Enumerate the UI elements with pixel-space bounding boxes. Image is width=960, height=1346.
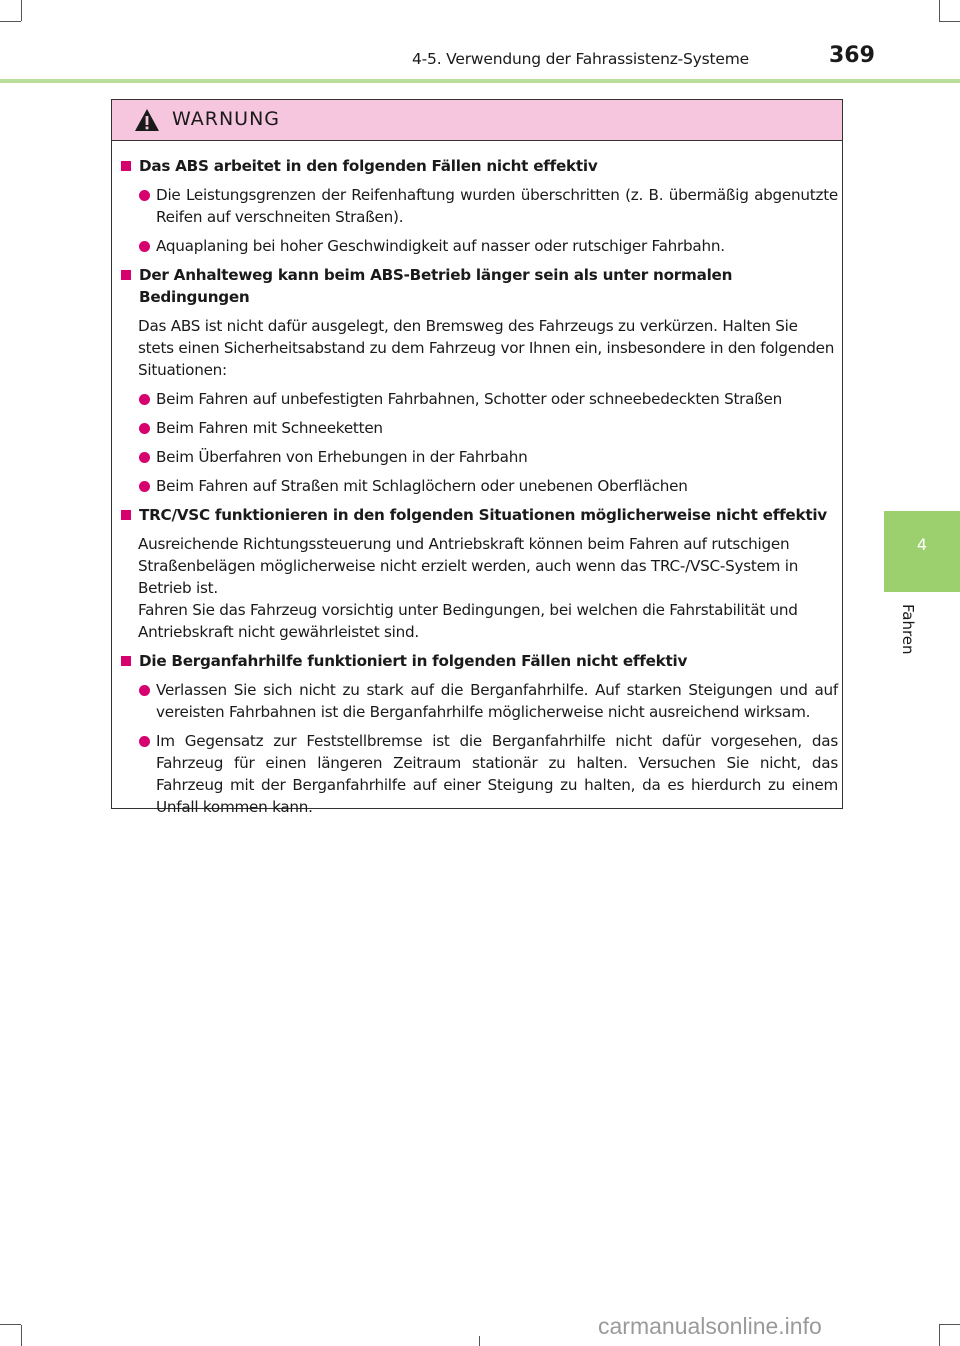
warning-header [112, 100, 842, 141]
dot-bullet-icon [139, 394, 150, 405]
chapter-tab[interactable] [884, 511, 960, 592]
header-section-title: 4-5. Verwendung der Fahrassistenz-Systeme [412, 50, 749, 68]
crop-mark [939, 1324, 960, 1325]
dot-bullet-icon [139, 241, 150, 252]
section-heading: Die Berganfahrhilfe funktioniert in folgenden Fällen nicht effektiv [120, 650, 838, 672]
list-item: Beim Fahren auf Straßen mit Schlaglöchern oder unebenen Oberflächen [120, 475, 838, 497]
dot-bullet-icon [139, 190, 150, 201]
section-heading: Das ABS arbeitet in den folgenden Fällen nicht effektiv [120, 155, 838, 177]
dot-bullet-icon [139, 481, 150, 492]
dot-bullet-icon [139, 685, 150, 696]
warning-section-hill-start-assist [120, 650, 838, 818]
list-item: Beim Fahren auf unbefestigten Fahrbahnen, Schotter oder schneebedeckten Straßen [120, 388, 838, 410]
list-item: Im Gegensatz zur Feststellbremse ist die Berganfahrhilfe nicht dafür vorgesehen, das Fahrzeug für einen längeren Zeitraum stationär zu halten. Versuchen Sie nicht, das Fahrzeug mit der Berganfahrhilfe auf einer Steigung zu halten, da es hierdurch zu einem Unfall kommen kann. [120, 730, 838, 818]
footer-watermark-url[interactable]: carmanualsonline.info [598, 1313, 822, 1339]
warning-section-trc-vsc [120, 504, 838, 643]
square-bullet-icon [121, 161, 131, 171]
square-bullet-icon [121, 270, 131, 280]
list-item: Beim Fahren mit Schneeketten [120, 417, 838, 439]
crop-mark [0, 1324, 21, 1325]
square-bullet-icon [121, 656, 131, 666]
warning-title: WARNUNG [172, 108, 281, 130]
dot-bullet-icon [139, 736, 150, 747]
crop-mark [939, 21, 960, 22]
crop-mark [939, 0, 940, 21]
section-paragraph: Das ABS ist nicht dafür ausgelegt, den Bremsweg des Fahrzeugs zu verkürzen. Halten Sie stets einen Sicherheitsabstand zu dem Fahrzeug vor Ihnen ein, insbesondere in den folgenden Situationen: [138, 317, 835, 379]
crop-mark [479, 1336, 480, 1346]
crop-mark [21, 0, 22, 21]
page-number: 369 [829, 43, 875, 68]
square-bullet-icon [121, 510, 131, 520]
warning-body [120, 155, 838, 825]
section-heading: TRC/VSC funktionieren in den folgenden Situationen möglicherweise nicht effektiv [120, 504, 838, 526]
section-paragraph: Ausreichende Richtungssteuerung und Antriebskraft können beim Fahren auf rutschigen Straßenbelägen möglicherweise nicht erzielt werden, auch wenn das TRC-/VSC-System in Betrieb ist. Fahren Sie das Fahrzeug vorsichtig unter Bedingungen, bei welchen die Fahrstabilität und Antriebskraft nicht gewährleistet sind. [138, 535, 799, 641]
warning-box [111, 99, 843, 816]
dot-bullet-icon [139, 423, 150, 434]
warning-section-stopping-distance [120, 264, 838, 497]
chapter-tab-number: 4 [916, 535, 928, 554]
warning-section-abs [120, 155, 838, 257]
crop-mark [939, 1325, 940, 1346]
chapter-tab-label: Fahren [899, 604, 917, 655]
list-item: Beim Überfahren von Erhebungen in der Fahrbahn [120, 446, 838, 468]
warning-triangle-icon [134, 108, 160, 132]
dot-bullet-icon [139, 452, 150, 463]
list-item: Aquaplaning bei hoher Geschwindigkeit auf nasser oder rutschiger Fahrbahn. [120, 235, 838, 257]
crop-mark [21, 1325, 22, 1346]
list-item: Verlassen Sie sich nicht zu stark auf die Berganfahrhilfe. Auf starken Steigungen und auf vereisten Fahrbahnen ist die Berganfahrhilfe möglicherweise nicht ausreichend wirksam. [120, 679, 838, 723]
section-heading: Der Anhalteweg kann beim ABS-Betrieb länger sein als unter normalen Bedingungen [120, 264, 838, 308]
crop-mark [0, 21, 21, 22]
list-item: Die Leistungsgrenzen der Reifenhaftung wurden überschritten (z. B. übermäßig abgenutzte Reifen auf verschneiten Straßen). [120, 184, 838, 228]
header-rule [0, 79, 960, 83]
